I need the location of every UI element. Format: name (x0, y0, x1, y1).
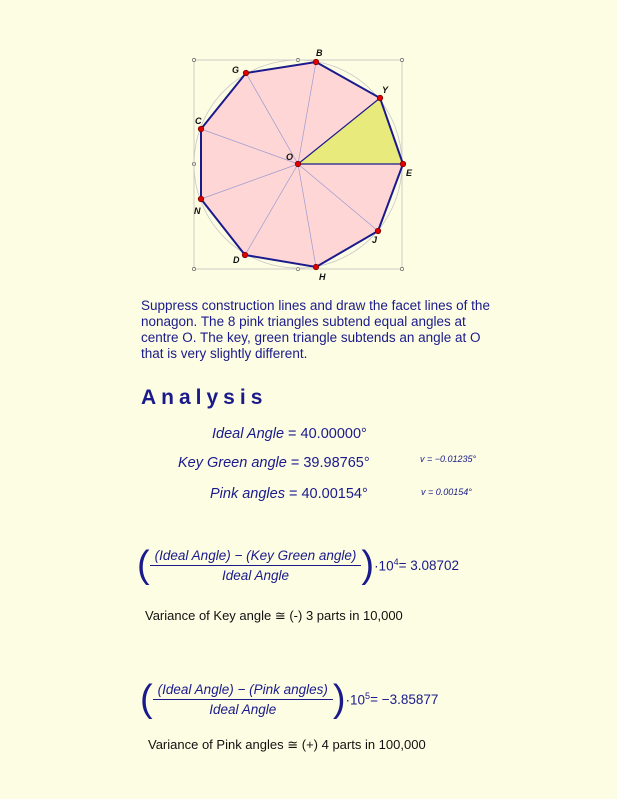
formula-pink-variance (140, 680, 438, 718)
left-paren: ( (137, 544, 150, 586)
vertex-label-n: N (194, 206, 201, 216)
vertex-label-h: H (319, 272, 326, 282)
key-angle-label: Key Green angle (178, 455, 287, 471)
description-text: Suppress construction lines and draw the facet lines of the nonagon. The 8 pink triangles subtend equal angles at centre O. The key, green triangle subtends an angle at O that is very slightly different. (141, 298, 490, 361)
ideal-angle-label: Ideal Angle (212, 426, 285, 442)
left-paren: ( (140, 678, 153, 720)
vertex-label-j: J (372, 235, 378, 245)
vertex-label-y: Y (382, 85, 389, 95)
vertex-label-b: B (316, 48, 323, 58)
formula-factor: $\cdot 10^4$ (374, 556, 399, 574)
nonagon-diagram (0, 0, 617, 290)
pink-variance-note: Variance of Pink angles ≅ (+) 4 parts in 100,000 (148, 737, 426, 752)
center-label-o: O (286, 152, 294, 162)
formula-result: = 3.08702 (398, 557, 460, 573)
key-angle-variance: v = −0.01235° (420, 454, 477, 464)
vertex-label-d: D (233, 255, 240, 265)
right-paren: ) (332, 678, 346, 720)
key-angle-value: = 39.98765° (286, 455, 370, 471)
formula-key-variance (137, 546, 459, 584)
fraction-numerator: (Ideal Angle) − (Pink angles) (153, 682, 333, 700)
right-paren: ) (361, 544, 375, 586)
pink-angle-variance: v = 0.00154° (421, 487, 472, 497)
key-variance-note: Variance of Key angle ≅ (-) 3 parts in 10,000 (145, 608, 403, 623)
pink-angle-label: Pink angles (210, 486, 285, 502)
fraction-key (150, 548, 362, 583)
key-angle-row (178, 455, 370, 471)
vertex-label-g: G (232, 65, 240, 75)
formula-factor: $\cdot 10^5$ (345, 690, 371, 708)
pink-angle-value: = 40.00154° (284, 486, 368, 502)
ideal-angle-row (212, 426, 367, 442)
fraction-numerator: (Ideal Angle) − (Key Green angle) (150, 548, 362, 566)
vertex-label-c: C (195, 116, 202, 126)
fraction-denominator: Ideal Angle (209, 701, 277, 717)
vertex-label-e: E (406, 168, 413, 178)
formula-result: = −3.85877 (370, 691, 439, 707)
pink-angle-row (210, 486, 368, 502)
ideal-angle-value: = 40.00000° (284, 426, 367, 442)
analysis-heading: Analysis (141, 386, 268, 409)
fraction-denominator: Ideal Angle (222, 567, 290, 583)
fraction-pink (153, 682, 333, 717)
